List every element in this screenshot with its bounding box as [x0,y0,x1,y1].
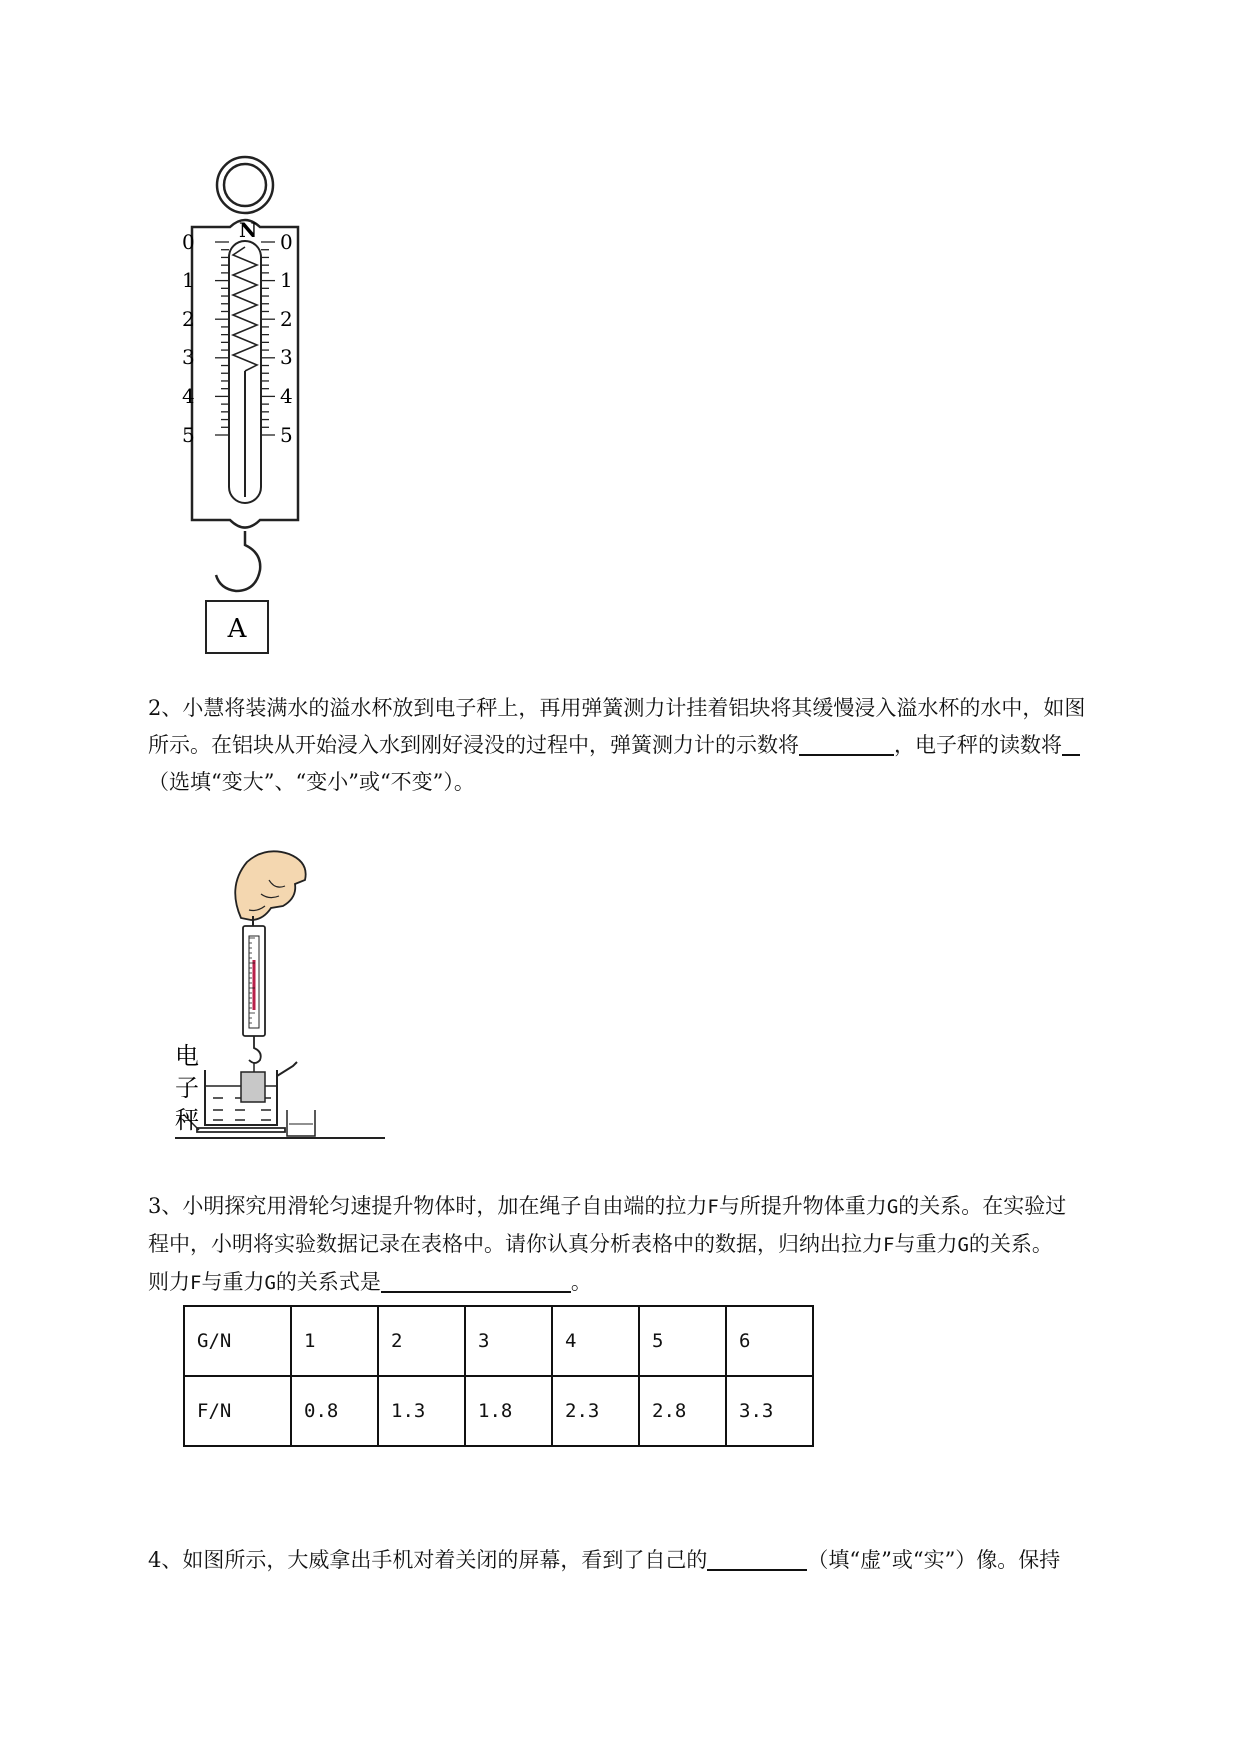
electronic-scale-label: 秤 [175,1106,199,1134]
hand [235,851,305,920]
table-cell: 6 [726,1306,813,1376]
scale-label-right: 0 [280,230,293,254]
q3-text: 与重力 [201,1270,265,1294]
q3-line-2 [148,1226,1153,1264]
table-cell: 2 [378,1306,465,1376]
table-header-cell: G/N [184,1306,291,1376]
scale-label-left: 0 [182,230,195,254]
q3-text: 的关系。 [968,1232,1053,1256]
scale-label-right: 4 [280,384,293,408]
scale-right-numbers [280,230,293,447]
scale-hook [216,531,260,591]
scale-label-right: 1 [280,268,293,292]
overflow-cup-figure [165,840,395,1150]
electronic-scale [197,1128,285,1132]
q3-line-3 [148,1264,1153,1302]
q2-line-2 [148,727,1153,764]
table-cell: 5 [639,1306,726,1376]
scale-label-right: 2 [280,307,293,331]
answer-blank-spring-reading[interactable] [799,730,894,756]
question-4 [148,1542,1153,1579]
q4-line-1 [148,1542,1153,1579]
variable-f: F [190,1272,202,1294]
electronic-scale-label: 子 [175,1074,199,1102]
table-cell: 1.3 [378,1376,465,1446]
q3-text: 则力 [148,1270,190,1294]
q3-text: 的关系。在实验过 [898,1194,1067,1218]
answer-blank-image-type[interactable] [707,1545,807,1571]
q4-text: 4、如图所示，大威拿出手机对着关闭的屏幕，看到了自己的 [148,1548,708,1572]
scale-label-left: 1 [182,268,195,292]
q3-text: 3、小明探究用滑轮匀速提升物体时，加在绳子自由端的拉力 [148,1194,708,1218]
scale-label-left: 2 [182,307,195,331]
electronic-scale-label: 电 [175,1042,199,1070]
variable-g: G [957,1234,969,1256]
q2-text: 所示。在铝块从开始浸入水到刚好浸没的过程中，弹簧测力计的示数将 [148,733,799,757]
scale-label-right: 3 [280,345,293,369]
table-cell: 3 [465,1306,552,1376]
scale-ring [217,157,273,213]
answer-blank-relation[interactable] [381,1267,571,1293]
overflow-spout [277,1062,297,1076]
table-cell: 4 [552,1306,639,1376]
scale-label-left: 5 [182,423,195,447]
table-cell: 2.8 [639,1376,726,1446]
spring-scale-figure [180,155,310,660]
spring [233,247,257,371]
table-cell: 1.8 [465,1376,552,1446]
small-beaker [287,1110,315,1136]
block-a-label: A [227,614,247,644]
q3-text: 程中，小明将实验数据记录在表格中。请你认真分析表格中的数据，归纳出拉力 [148,1232,883,1256]
q3-text: 。 [570,1270,592,1294]
table-row [184,1376,813,1446]
data-table [183,1305,814,1447]
question-2 [148,690,1153,801]
q3-text: 与重力 [894,1232,958,1256]
variable-f: F [707,1196,719,1218]
variable-f: F [883,1234,895,1256]
q2-line-3: （选填“变大”、“变小”或“不变”）。 [148,770,475,794]
variable-g: G [264,1272,276,1294]
q2-text: ，电子秤的读数将 [894,733,1062,757]
table-cell: 0.8 [291,1376,378,1446]
scale-label-left: 4 [182,384,195,408]
scale-unit-label: N [239,218,258,242]
answer-blank-scale-reading[interactable] [1062,730,1080,756]
table-cell: 2.3 [552,1376,639,1446]
table-row [184,1306,813,1376]
variable-g: G [886,1196,899,1218]
table-cell: 1 [291,1306,378,1376]
hand-scale-hook [249,1036,261,1063]
q3-text: 的关系式是 [275,1270,381,1294]
scale-label-right: 5 [280,423,293,447]
q3-text: 与所提升物体重力 [718,1194,887,1218]
table-header-cell: F/N [184,1376,291,1446]
q3-line-1 [148,1188,1153,1226]
aluminum-block [241,1072,265,1102]
scale-label-left: 3 [182,345,195,369]
table-cell: 3.3 [726,1376,813,1446]
q4-text: （填“虚”或“实”）像。保持 [807,1548,1061,1572]
q2-line-1: 2、小慧将装满水的溢水杯放到电子秤上，再用弹簧测力计挂着铝块将其缓慢浸入溢水杯的水中，如图 [148,696,1086,720]
question-3 [148,1188,1153,1302]
